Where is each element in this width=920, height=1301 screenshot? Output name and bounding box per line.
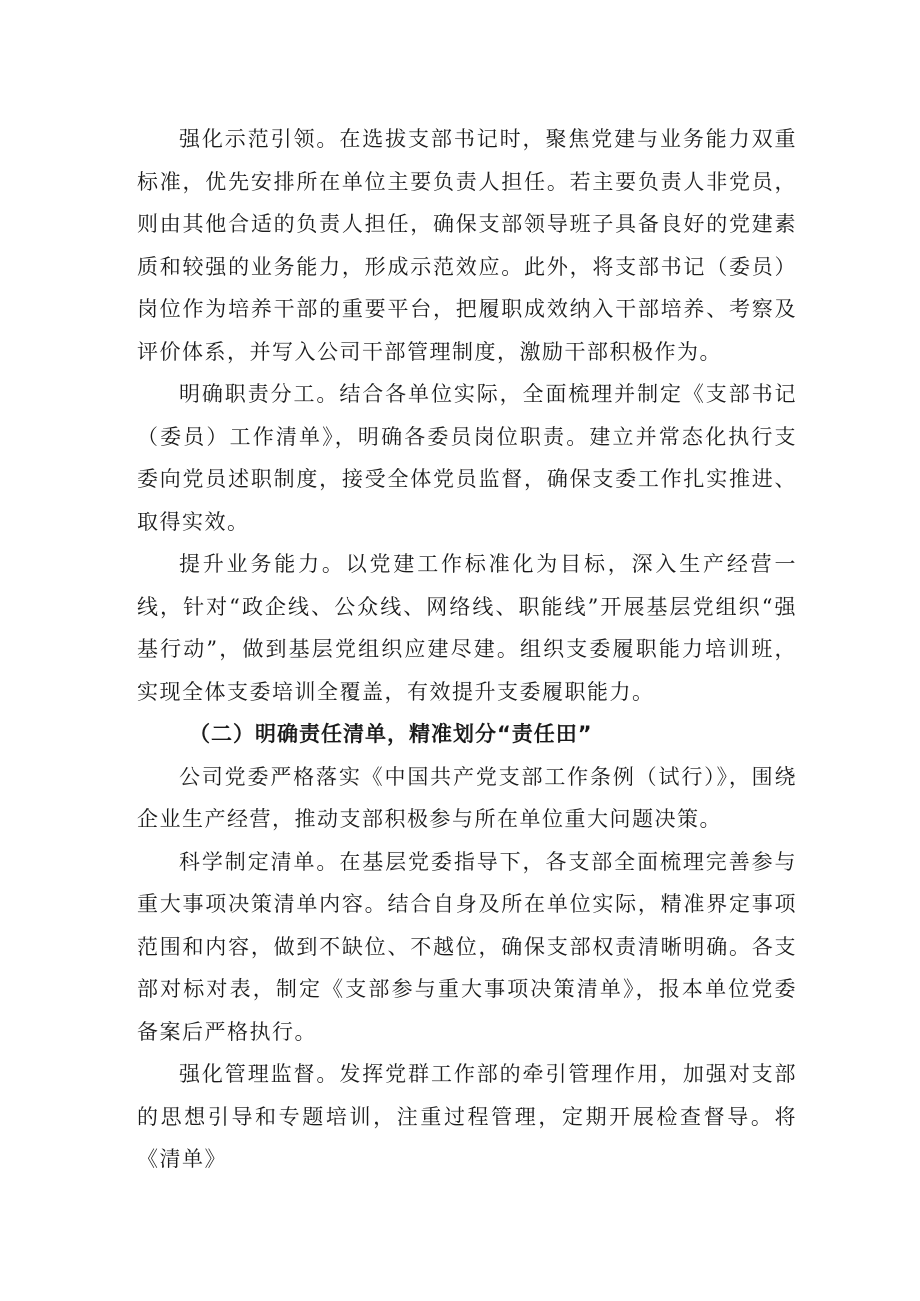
paragraph-improve-capability: 提升业务能力。以党建工作标准化为目标，深入生产经营一线，针对“政企线、公众线、网络线、职能线”开展基层党组织“强基行动”，做到基层党组织应建尽建。组织支委履职能力培训班，实现全体支委培训全覆盖，有效提升支委履职能力。 (137, 552, 797, 704)
paragraph-management-supervision: 强化管理监督。发挥党群工作部的牵引管理作用，加强对支部的思想引导和专题培训，注重过程管理，定期开展检查督导。将《清单》 (137, 1062, 797, 1171)
document-body (137, 118, 797, 1181)
section-heading: （二）明确责任清单，精准划分“责任田” (189, 722, 593, 746)
paragraph-clarify-duties: 明确职责分工。结合各单位实际，全面梳理并制定《支部书记（委员）工作清单》，明确各委员岗位职责。建立并常态化执行支委向党员述职制度，接受全体党员监督，确保支委工作扎实推进、取得实效。 (137, 382, 797, 534)
paragraph-strengthen-demonstration: 强化示范引领。在选拔支部书记时，聚焦党建与业务能力双重标准，优先安排所在单位主要负责人担任。若主要负责人非党员，则由其他合适的负责人担任，确保支部领导班子具备良好的党建素质和较强的业务能力，形成示范效应。此外，将支部书记（委员）岗位作为培养干部的重要平台，把履职成效纳入干部培养、考察及评价体系，并写入公司干部管理制度，激励干部积极作为。 (137, 127, 797, 364)
paragraph-scientific-list: 科学制定清单。在基层党委指导下，各支部全面梳理完善参与重大事项决策清单内容。结合自身及所在单位实际，精准界定事项范围和内容，做到不缺位、不越位，确保支部权责清晰明确。各支部对标对表，制定《支部参与重大事项决策清单》，报本单位党委备案后严格执行。 (137, 849, 797, 1044)
paragraph-party-committee: 公司党委严格落实《中国共产党支部工作条例（试行）》，围绕企业生产经营，推动支部积极参与所在单位重大问题决策。 (137, 764, 797, 831)
